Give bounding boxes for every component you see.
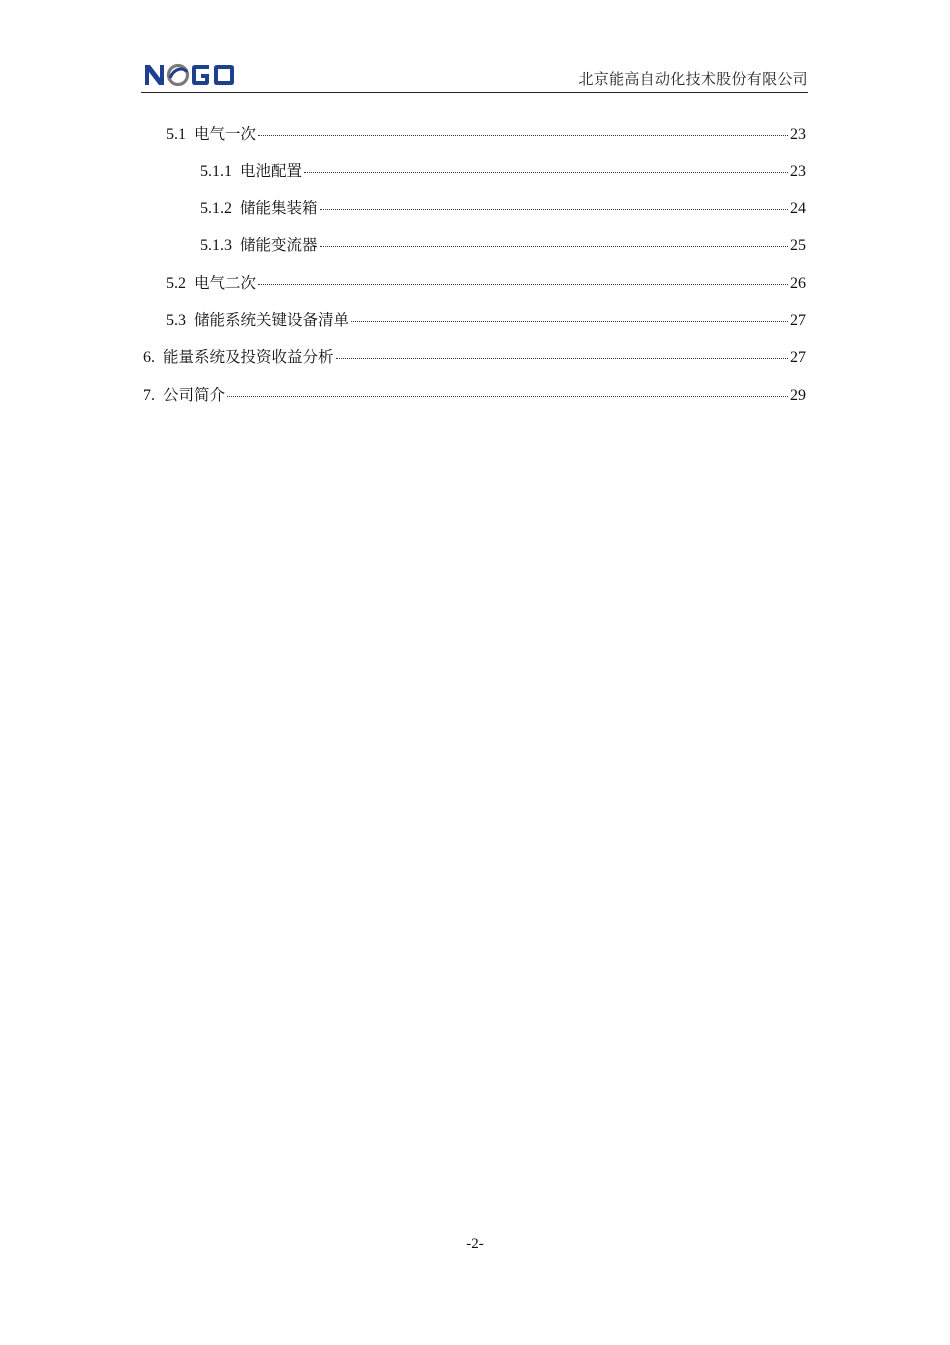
toc-entry-title: 储能系统关键设备清单 <box>194 311 350 329</box>
toc-entry[interactable] <box>143 384 806 407</box>
toc-entry-title: 储能变流器 <box>240 236 318 254</box>
toc-entry-title: 储能集装箱 <box>240 199 318 217</box>
nogo-logo-icon <box>143 62 247 88</box>
toc-entry-title: 电池配置 <box>240 162 303 180</box>
toc-entry-page: 27 <box>790 349 806 366</box>
toc-entry-number: 6. <box>143 349 163 366</box>
toc-entry[interactable] <box>166 309 806 332</box>
toc-entry-number: 7. <box>143 387 163 404</box>
toc-entry-number: 5.1.2 <box>200 200 240 217</box>
toc-entry-page: 27 <box>790 312 806 329</box>
toc-entry-page: 26 <box>790 275 806 292</box>
toc-entry[interactable] <box>166 123 806 146</box>
toc-entry-page: 29 <box>790 387 806 404</box>
toc-leader-dots <box>351 321 788 322</box>
nogo-logo <box>143 62 247 88</box>
toc-entry-page: 23 <box>790 163 806 180</box>
toc-entry[interactable] <box>166 272 806 295</box>
toc-entry-page: 23 <box>790 126 806 143</box>
toc-leader-dots <box>304 172 788 173</box>
toc-leader-dots <box>227 396 788 397</box>
toc-entry-page: 25 <box>790 237 806 254</box>
toc-entry[interactable] <box>200 160 806 183</box>
toc-entry-number: 5.3 <box>166 312 194 329</box>
toc-entry[interactable] <box>200 234 806 257</box>
toc-entry-title: 电气一次 <box>194 125 257 143</box>
toc-entry-number: 5.2 <box>166 275 194 292</box>
page-number: -2- <box>466 1236 484 1252</box>
toc-leader-dots <box>320 209 788 210</box>
toc-entry-number: 5.1.3 <box>200 237 240 254</box>
toc-entry[interactable] <box>200 197 806 220</box>
toc-entry-number: 5.1 <box>166 126 194 143</box>
toc-leader-dots <box>320 246 788 247</box>
page-header <box>141 60 808 93</box>
toc-entry-title: 公司简介 <box>163 386 226 404</box>
toc-entry[interactable] <box>143 346 806 369</box>
toc-entry-number: 5.1.1 <box>200 163 240 180</box>
toc-leader-dots <box>258 284 788 285</box>
toc-leader-dots <box>258 135 788 136</box>
company-name: 北京能高自动化技术股份有限公司 <box>578 70 808 88</box>
toc-entry-title: 电气二次 <box>194 274 257 292</box>
toc-leader-dots <box>336 358 788 359</box>
toc-entry-page: 24 <box>790 200 806 217</box>
toc-entry-title: 能量系统及投资收益分析 <box>163 348 334 366</box>
